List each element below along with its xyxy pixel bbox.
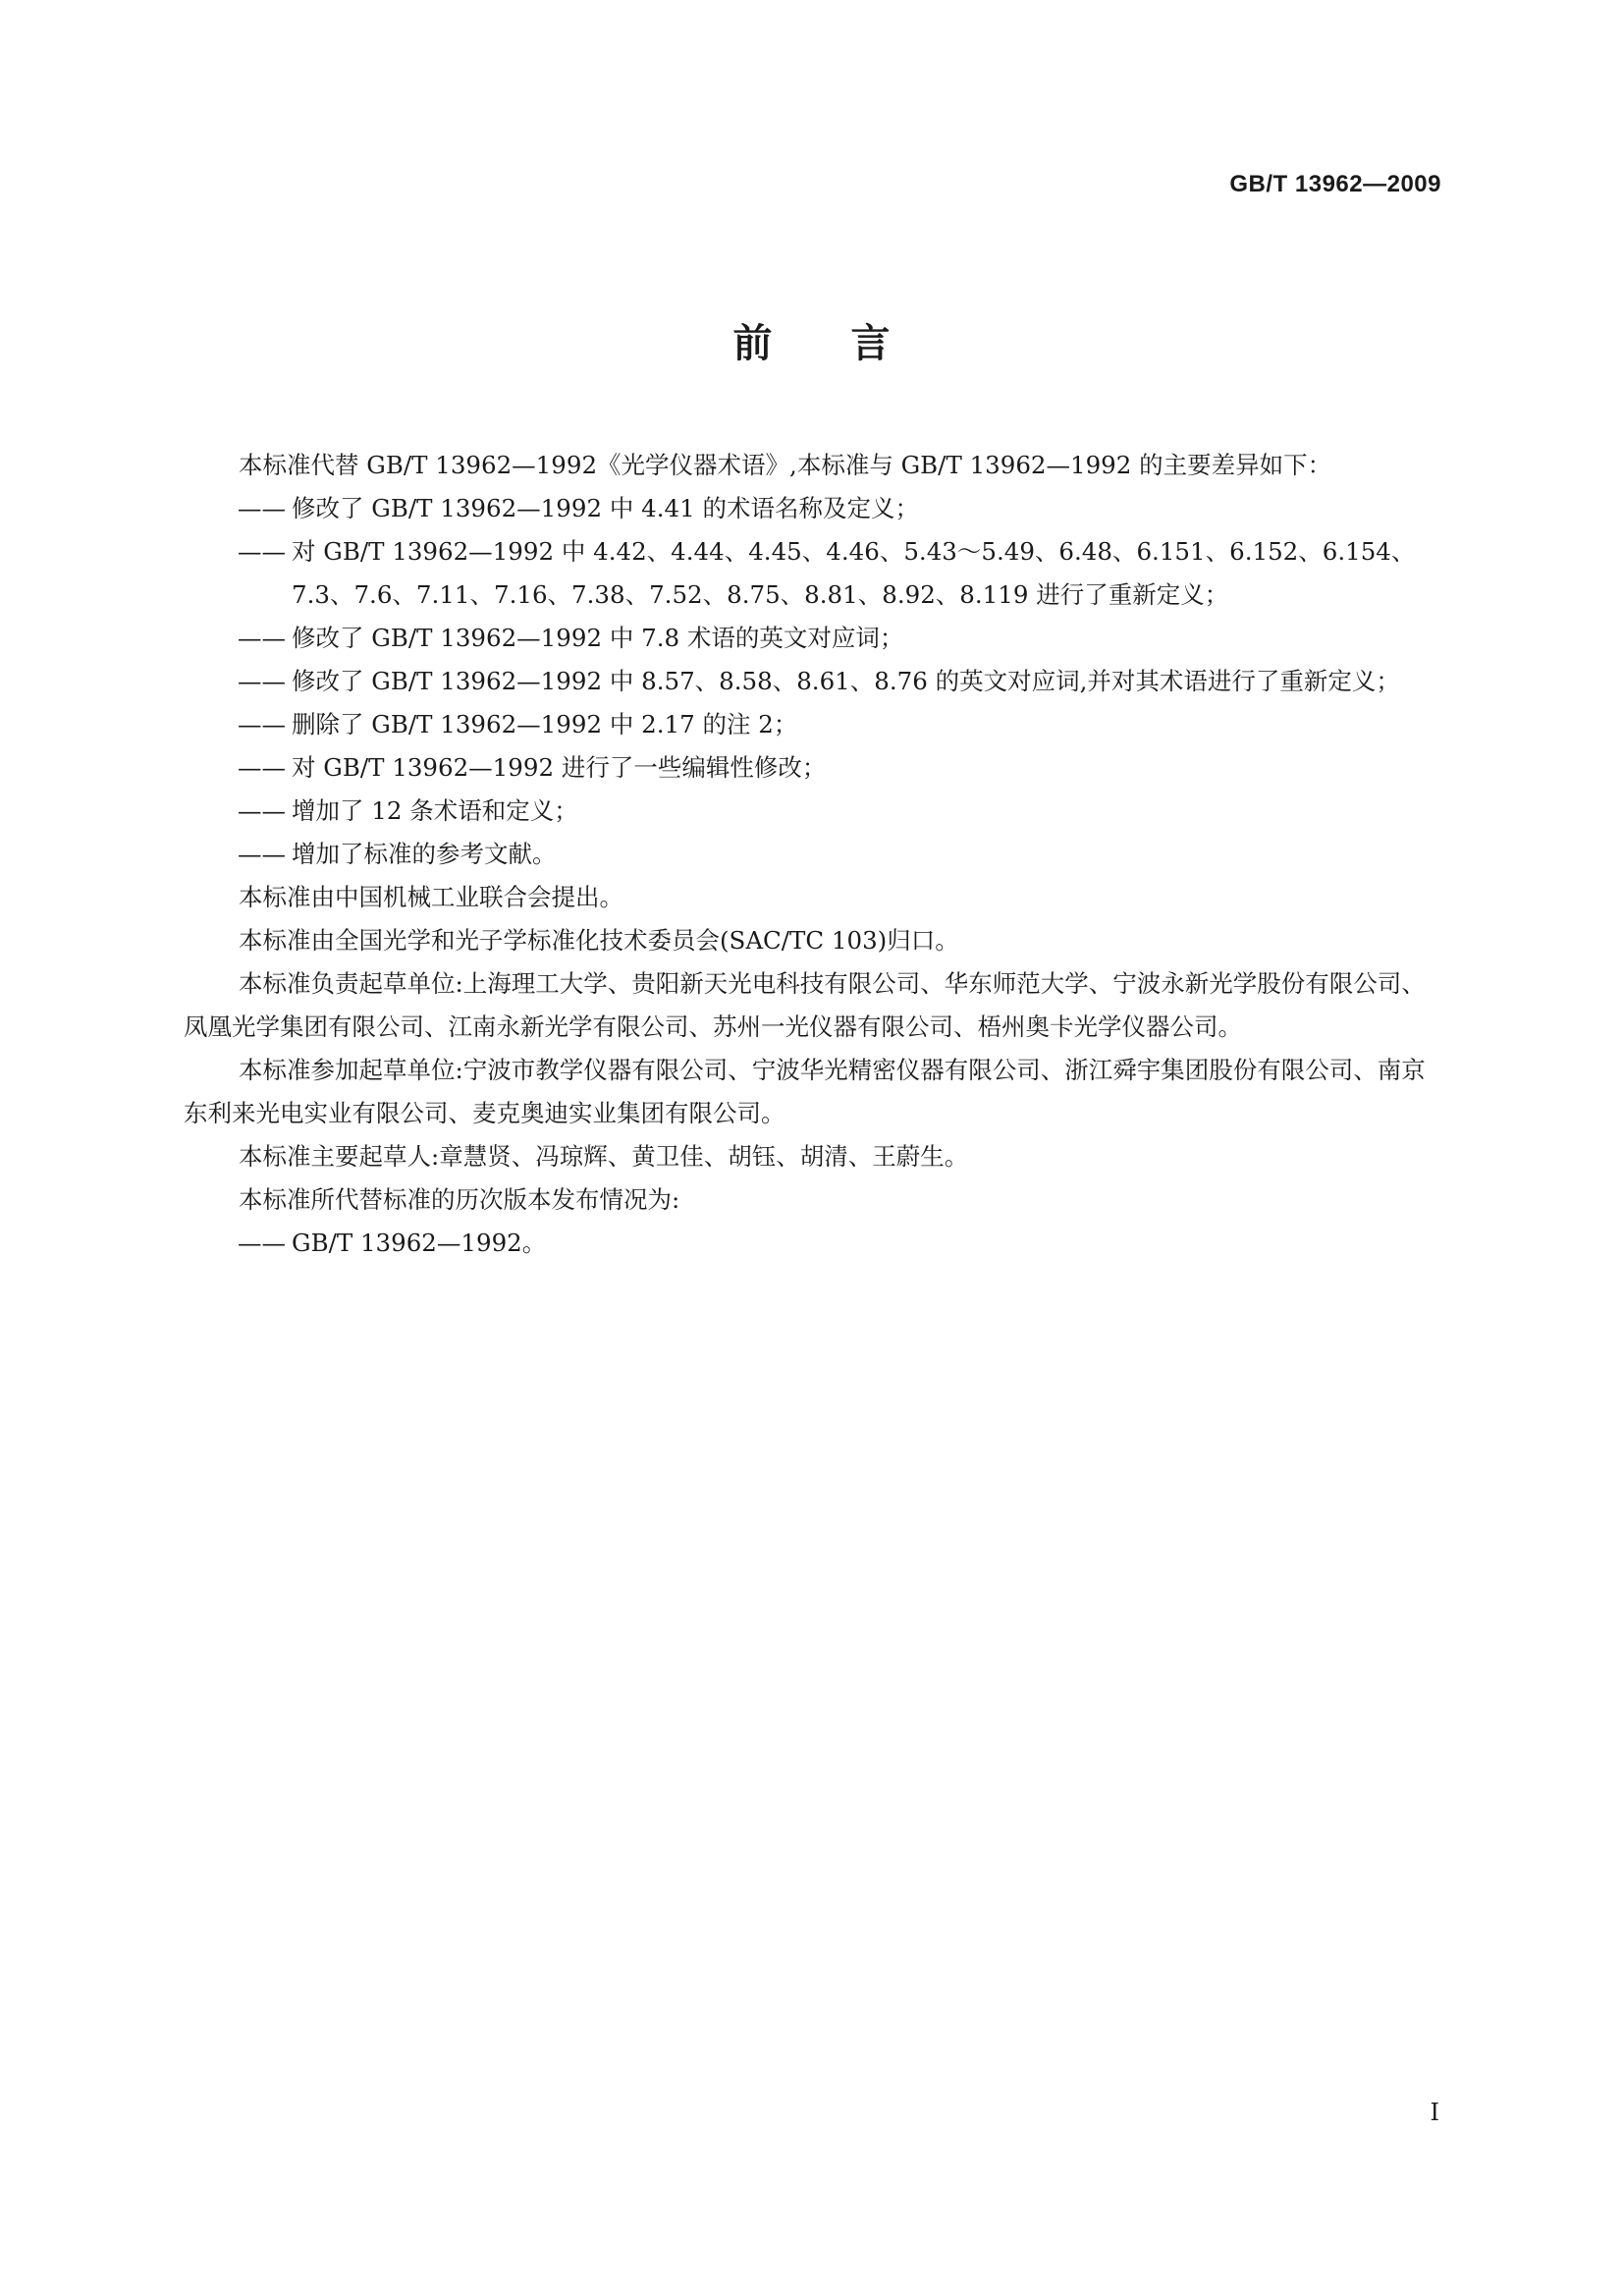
history-item-text: GB/T 13962—1992。	[292, 1229, 547, 1257]
change-item-text: 增加了 12 条术语和定义；	[292, 796, 578, 825]
change-item-text: 删除了 GB/T 13962—1992 中 2.17 的注 2；	[292, 710, 798, 738]
page-number: I	[1430, 2099, 1439, 2126]
responsible-drafters-paragraph: 本标准负责起草单位:上海理工大学、贵阳新天光电科技有限公司、华东师范大学、宁波永新光学股份有限公司、凤凰光学集团有限公司、江南永新光学有限公司、苏州一光仪器有限公司、梧州奥卡光学仪器公司。	[184, 969, 1426, 1041]
change-item	[184, 746, 1445, 790]
change-item	[184, 703, 1445, 746]
main-drafters-paragraph: 本标准主要起草人:章慧贤、冯琼辉、黄卫佳、胡钰、胡清、王蔚生。	[239, 1142, 969, 1171]
participating-drafters-paragraph: 本标准参加起草单位:宁波市教学仪器有限公司、宁波华光精密仪器有限公司、浙江舜宇集团股份有限公司、南京东利来光电实业有限公司、麦克奥迪实业集团有限公司。	[184, 1056, 1426, 1127]
page-title	[0, 312, 1623, 368]
change-item-text: 增加了标准的参考文献。	[292, 840, 557, 868]
foreword-body	[184, 444, 1445, 1265]
history-intro-paragraph: 本标准所代替标准的历次版本发布情况为:	[239, 1185, 680, 1214]
change-item-text: 对 GB/T 13962—1992 进行了一些编辑性修改；	[292, 753, 827, 782]
change-item	[184, 530, 1445, 617]
list-dash: ——	[238, 796, 286, 825]
list-dash: ——	[238, 710, 286, 738]
list-dash: ——	[238, 667, 286, 695]
list-dash: ——	[238, 1229, 286, 1257]
standard-code: GB/T 13962—2009	[1229, 171, 1441, 197]
page-title-part1: 前	[732, 321, 773, 366]
change-item-text: 修改了 GB/T 13962—1992 中 8.57、8.58、8.61、8.76 的英文对应词,并对其术语进行了重新定义；	[292, 667, 1400, 695]
list-dash: ——	[238, 753, 286, 782]
change-item	[184, 617, 1445, 660]
list-dash: ——	[238, 840, 286, 868]
page-title-part2: 言	[850, 321, 891, 366]
list-dash: ——	[238, 624, 286, 652]
list-dash: ——	[238, 494, 286, 522]
change-item	[184, 790, 1445, 833]
change-item-text: 修改了 GB/T 13962—1992 中 4.41 的术语名称及定义；	[292, 494, 919, 522]
change-item	[184, 833, 1445, 876]
intro-paragraph: 本标准代替 GB/T 13962—1992《光学仪器术语》,本标准与 GB/T 13962—1992 的主要差异如下：	[239, 451, 1332, 479]
list-dash: ——	[238, 537, 286, 566]
managed-by-paragraph: 本标准由全国光学和光子学标准化技术委员会(SAC/TC 103)归口。	[239, 926, 959, 955]
change-item-text: 修改了 GB/T 13962—1992 中 7.8 术语的英文对应词；	[292, 624, 904, 652]
change-item-text: 对 GB/T 13962—1992 中 4.42、4.44、4.45、4.46、5.43～5.49、6.48、6.151、6.152、6.154、7.3、7.6、7.11、7.16、7.38、7.52、8.75、8.81、8.92、8.119 进行了重新定义；	[292, 537, 1416, 609]
history-item	[184, 1222, 1445, 1265]
change-item	[184, 660, 1445, 703]
change-item	[184, 487, 1445, 530]
proposed-by-paragraph: 本标准由中国机械工业联合会提出。	[239, 883, 623, 911]
